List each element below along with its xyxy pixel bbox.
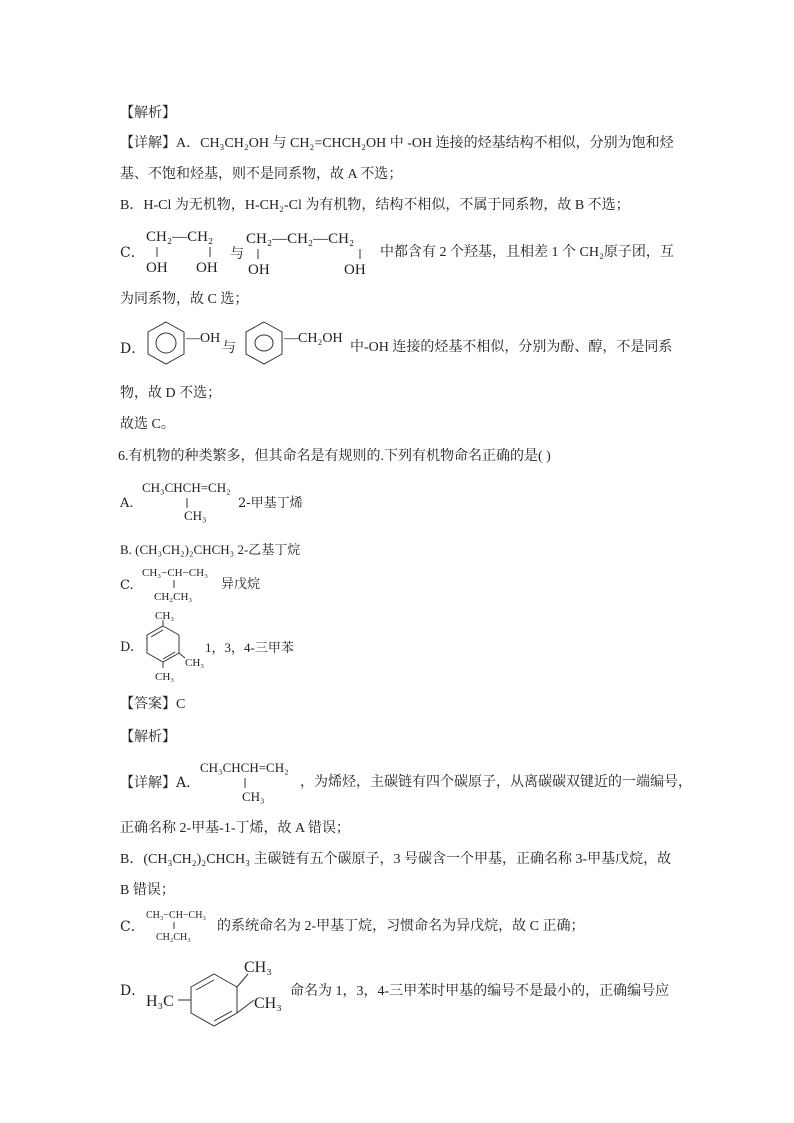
- conclusion: 故选 C。: [120, 417, 175, 432]
- detail-isopentane-bottom: CH₂CH₃: [156, 932, 191, 943]
- q6-detail-a-text: ，为烯烃，主碳链有四个碳原子，从离碳碳双键近的一端编号，: [300, 775, 692, 790]
- detail-trimethylbenzene-ch3-right: CH₃: [254, 995, 282, 1012]
- detail-isopentane-top: CH₃−CH−CH₃: [146, 910, 206, 921]
- ethanediol-oh-2: OH: [196, 260, 218, 276]
- detail-a-line-1: 【详解】A．CH₃CH₂OH 与 CH₂=CHCH₂OH 中 -OH 连接的烃基结构不相似，分别为饱和烃: [120, 136, 674, 151]
- propanediol-top-label: CH₂—CH₂—CH₂: [246, 231, 355, 247]
- propanediol-oh-2: OH: [344, 262, 366, 278]
- ethanediol-top-label: CH₂—CH₂: [146, 229, 214, 245]
- phenol-oh-label: —OH: [186, 331, 221, 346]
- question-6-stem: 6.有机物的种类繁多，但其命名是有规则的.下列有机物命名正确的是( ): [118, 449, 551, 464]
- phenol-structure: [140, 320, 230, 370]
- detail-a-line-2: 基、不饱和烃基，则不是同系物，故 A 不选；: [120, 167, 403, 182]
- q6-option-c-name: 异戊烷: [221, 577, 261, 592]
- q6-detail-a-prefix: 【详解】A．: [120, 775, 201, 791]
- isopentane-bottom-label: CH₂CH₃: [154, 591, 193, 603]
- q6-option-b: B. (CH₃CH₂)₂CHCH₃ 2-乙基丁烷: [120, 542, 301, 557]
- option-c-yu: 与: [230, 246, 244, 262]
- detail-trimethylbenzene-ch3-top: CH₃: [244, 959, 272, 976]
- option-d-yu: 与: [222, 340, 236, 356]
- isopentane-top-label: CH₃−CH−CH₃: [142, 567, 208, 579]
- detail-trimethylbenzene-structure: [144, 952, 294, 1032]
- ethanediol-oh-1: OH: [146, 260, 168, 276]
- q6-option-d-name: 1，3，4-三甲苯: [205, 640, 294, 655]
- detail-methylbutene-top: CH₃CHCH=CH₂: [200, 760, 289, 775]
- benzyl-ch2oh-label: —CH₂OH: [284, 331, 343, 346]
- propanediol-structure: [244, 226, 384, 280]
- option-c-text-2: 为同系物，故 C 选；: [120, 292, 249, 307]
- ethanediol-structure: [140, 224, 230, 278]
- methylbutene-structure: [140, 478, 250, 524]
- q6-detail-a-correct: 正确名称 2-甲基-1-丁烯，故 A 错误；: [120, 821, 350, 836]
- detail-methylbutene-structure: [198, 757, 308, 805]
- answer: 【答案】C: [120, 697, 186, 712]
- benzyl-alcohol-structure: [238, 320, 358, 370]
- q6-detail-b-line-2: B 错误；: [120, 883, 175, 898]
- option-c-text-1: 中都含有 2 个羟基，且相差 1 个 CH₂原子团，互: [380, 245, 674, 260]
- q6-detail-c-text: 的系统命名为 2-甲基丁烷，习惯命名为异戊烷，故 C 正确；: [217, 919, 585, 934]
- option-c-prefix: C．: [120, 245, 145, 261]
- option-d-prefix: D．: [120, 341, 146, 357]
- detail-methylbutene-ch3: CH₃: [242, 789, 265, 804]
- trimethylbenzene-ch3-right: CH₃: [185, 657, 205, 669]
- q6-analysis-heading: 【解析】: [120, 729, 176, 745]
- q6-detail-b-line-1: B．(CH₃CH₂)₂CHCH₃ 主碳链有五个碳原子，3 号碳含一个甲基，正确名称 3-甲基戊烷，故: [120, 852, 672, 867]
- analysis-heading: 【解析】: [120, 105, 176, 121]
- q6-option-a-name: 2-甲基丁烯: [238, 496, 303, 511]
- detail-b-line: B．H-Cl 为无机物，H-CH₂-Cl 为有机物，结构不相似，不属于同系物，故 B 不选；: [120, 198, 630, 213]
- q6-detail-d-prefix: D．: [120, 983, 146, 999]
- detail-trimethylbenzene-h3c-left: H₃C: [146, 993, 174, 1010]
- trimethylbenzene-ch3-top: CH₃: [155, 610, 175, 622]
- methylbutene-ch3-label: CH₃: [184, 508, 207, 523]
- detail-isopentane-structure: [144, 905, 224, 945]
- q6-detail-c-prefix: C．: [120, 919, 145, 935]
- trimethylbenzene-ch3-bottom: CH₃: [155, 671, 175, 683]
- q6-option-d-label: D.: [120, 640, 135, 655]
- propanediol-oh-1: OH: [248, 262, 270, 278]
- methylbutene-top-label: CH₃CHCH=CH₂: [142, 480, 231, 495]
- q6-option-a-label: A.: [120, 496, 134, 511]
- q6-detail-d-text: 命名为 1，3，4-三甲苯时甲基的编号不是最小的，正确编号应: [290, 984, 670, 999]
- q6-option-c-label: C.: [120, 578, 134, 593]
- trimethylbenzene-structure: [135, 608, 205, 688]
- isopentane-structure: [140, 562, 230, 604]
- option-d-text-1: 中-OH 连接的烃基不相似，分别为酚、醇，不是同系: [350, 340, 673, 355]
- option-d-text-2: 物，故 D 不选；: [120, 386, 222, 401]
